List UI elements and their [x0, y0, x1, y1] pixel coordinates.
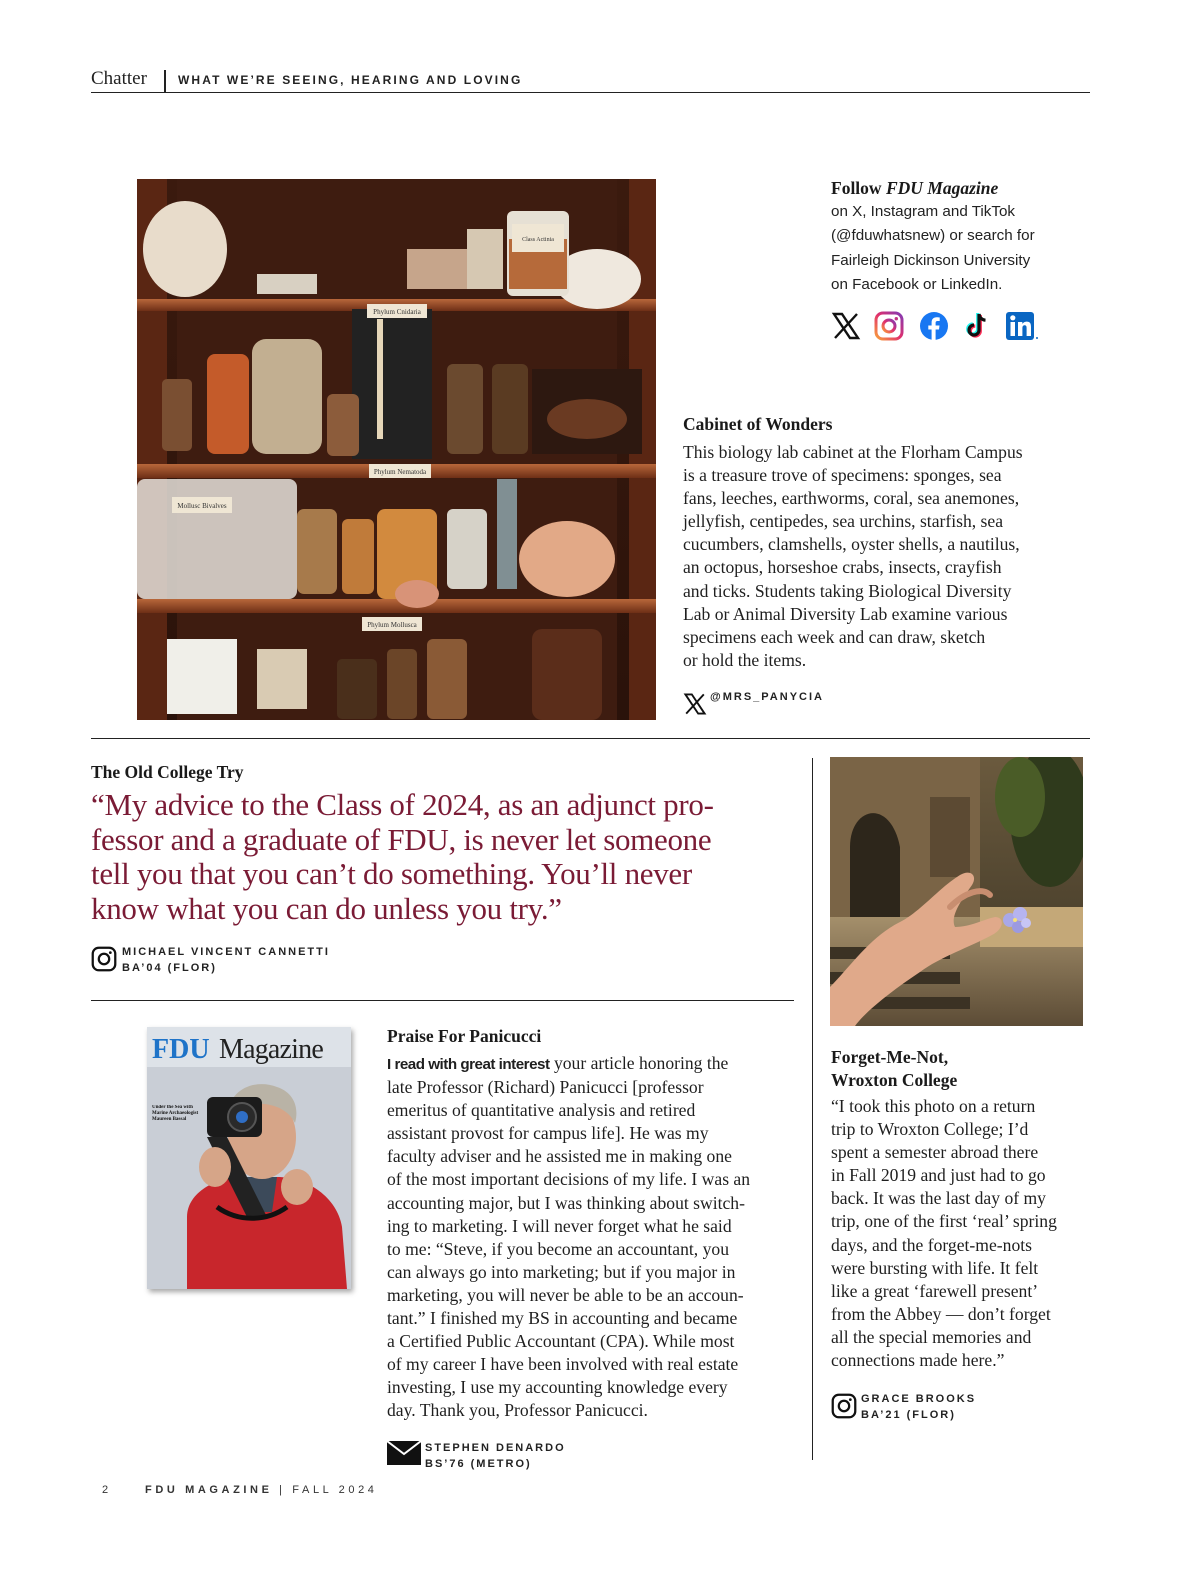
college-try-title: The Old College Try: [91, 762, 244, 782]
instagram-icon[interactable]: [874, 311, 904, 341]
wroxton-line: “I took this photo on a return: [831, 1096, 1036, 1116]
footer-publication: [145, 1484, 378, 1496]
label-cnidaria: Phylum Cnidaria: [373, 308, 421, 316]
page-number: 2: [102, 1484, 110, 1496]
wroxton-title: [831, 1046, 957, 1092]
magazine-cover: [147, 1027, 351, 1289]
column-rule: [812, 758, 813, 1460]
wroxton-line: trip to Wroxton College; I’d: [831, 1119, 1029, 1140]
credit-name: GRACE BROOKS: [861, 1393, 977, 1405]
credit-degree: BS’76 (METRO): [425, 1458, 532, 1470]
panicucci-line: can always go into marketing; but if you major in: [387, 1261, 736, 1282]
section-rule: [91, 738, 1090, 739]
panicucci-title: Praise For Panicucci: [387, 1026, 542, 1046]
wroxton-line: from the Abbey — don’t forget: [831, 1303, 1051, 1324]
panicucci-lead: I read with great interest: [387, 1056, 550, 1073]
panicucci-line: marketing, you will never be able to be an accoun-: [387, 1284, 744, 1305]
panicucci-line: of the most important decisions of my life. I was an: [387, 1169, 751, 1190]
wroxton-title-line: Forget-Me-Not,: [831, 1047, 949, 1067]
instagram-icon: [831, 1393, 857, 1419]
panicucci-line: faculty adviser and he assisted me in making one: [387, 1146, 732, 1167]
follow-line: Fairleigh Dickinson University: [831, 251, 1031, 269]
follow-line: (@fduwhatsnew) or search for: [831, 227, 1035, 245]
panicucci-line: day. Thank you, Professor Panicucci.: [387, 1400, 648, 1421]
follow-title: [831, 178, 998, 199]
wroxton-line: were bursting with life. It felt: [831, 1257, 1039, 1278]
panicucci-line: to me: “Steve, if you become an accountant, you: [387, 1238, 729, 1259]
cabinet-line: Lab or Animal Diversity Lab examine various: [683, 603, 1008, 624]
cabinet-line: cucumbers, clamshells, oyster shells, a nautilus,: [683, 534, 1020, 555]
header-divider: [164, 70, 166, 92]
panicucci-body: [387, 1052, 795, 1423]
footer-issue: | FALL 2024: [272, 1484, 378, 1496]
label-nematoda: Phylum Nematoda: [373, 468, 427, 476]
cabinet-credit: @MRS_PANYCIA: [710, 691, 824, 703]
quote-line: tell you that you can’t do something. You’ll never: [91, 856, 692, 891]
quote-line: “My advice to the Class of 2024, as an adjunct pro-: [91, 787, 714, 822]
x-icon: [683, 692, 707, 716]
wroxton-body: [831, 1095, 1091, 1372]
panicucci-lead-rest: your article honoring the: [549, 1053, 729, 1073]
wroxton-line: like a great ‘farewell present’: [831, 1280, 1039, 1301]
panicucci-line: of my career I have been involved with real estate: [387, 1354, 739, 1375]
cabinet-line: or hold the items.: [683, 649, 807, 670]
cabinet-line: an octopus, horseshoe crabs, insects, crayfish: [683, 557, 1002, 578]
panicucci-credit: [425, 1440, 566, 1472]
pull-quote: [91, 788, 791, 926]
panicucci-line: assistant provost for campus life]. He was my: [387, 1123, 709, 1144]
credit-degree: BA’21 (FLOR): [861, 1409, 956, 1421]
cabinet-title: Cabinet of Wonders: [683, 414, 833, 434]
follow-title-magazine: FDU Magazine: [885, 178, 999, 198]
panicucci-line: investing, I use my accounting knowledge every: [387, 1377, 728, 1398]
footer-magazine: FDU MAGAZINE: [145, 1484, 273, 1496]
cabinet-line: jellyfish, centipedes, sea urchins, starfish, sea: [683, 511, 1004, 532]
section-label: Chatter: [91, 68, 147, 89]
facebook-icon[interactable]: [919, 311, 949, 341]
cabinet-line: and ticks. Students taking Biological Diversity: [683, 580, 1012, 601]
section-rule: [91, 1000, 794, 1001]
x-icon[interactable]: [831, 311, 861, 341]
panicucci-line: accounting major, but I was thinking about switch-: [387, 1192, 745, 1213]
section-kicker: WHAT WE’RE SEEING, HEARING AND LOVING: [178, 73, 523, 87]
quote-line: fessor and a graduate of FDU, is never let someone: [91, 821, 712, 857]
panicucci-line: a Certified Public Accountant (CPA). While most: [387, 1331, 735, 1352]
panicucci-line: late Professor (Richard) Panicucci [professor: [387, 1077, 704, 1098]
panicucci-line: ing to marketing. I will never forget what he said: [387, 1215, 732, 1236]
cabinet-body: [683, 441, 1083, 672]
wroxton-line: days, and the forget-me-nots: [831, 1234, 1032, 1255]
linkedin-icon[interactable]: [1005, 311, 1035, 341]
wroxton-photo: [830, 757, 1083, 1026]
credit-degree: BA’04 (FLOR): [122, 962, 217, 974]
cover-brand-suffix: Magazine: [219, 1034, 323, 1065]
cabinet-photo: [137, 179, 656, 720]
credit-name: STEPHEN DENARDO: [425, 1442, 566, 1454]
wroxton-line: in Fall 2019 and just had to go: [831, 1165, 1046, 1186]
panicucci-line: tant.” I finished my BS in accounting and became: [387, 1308, 738, 1329]
header-rule: [91, 92, 1090, 93]
email-icon: [387, 1440, 421, 1466]
wroxton-line: all the special memories and: [831, 1326, 1032, 1347]
instagram-icon: [91, 946, 117, 972]
panicucci-line: emeritus of quantitative analysis and retired: [387, 1100, 696, 1121]
cabinet-line: specimens each week and can draw, sketch: [683, 626, 986, 647]
cabinet-line: fans, leeches, earthworms, coral, sea anemones,: [683, 488, 1020, 509]
panicucci-line: [387, 1052, 795, 1076]
wroxton-line: trip, one of the first ‘real’ spring: [831, 1211, 1057, 1232]
tiktok-icon[interactable]: [962, 311, 992, 341]
college-try-credit: [122, 944, 330, 976]
cover-brand: FDU: [152, 1034, 210, 1065]
credit-name: MICHAEL VINCENT CANNETTI: [122, 946, 330, 958]
follow-title-prefix: Follow: [831, 178, 886, 198]
label-mollusca: Phylum Mollusca: [367, 621, 417, 629]
quote-line: know what you can do unless you try.”: [91, 890, 562, 926]
wroxton-line: back. It was the last day of my: [831, 1188, 1046, 1209]
wroxton-title-line: Wroxton College: [831, 1070, 958, 1090]
wroxton-line: spent a semester abroad there: [831, 1142, 1039, 1163]
wroxton-credit: [861, 1391, 976, 1423]
wroxton-line: connections made here.”: [831, 1350, 1005, 1371]
cabinet-line: is a treasure trove of specimens: sponges, sea: [683, 465, 1002, 486]
cabinet-line: This biology lab cabinet at the Florham Campus: [683, 442, 1023, 462]
cover-line: Under the Sea with Marine Archaeologist Maureen Bassal: [152, 1105, 199, 1122]
label-mollusc: Mollusc Bivalves: [177, 502, 227, 510]
follow-text: [831, 200, 1071, 298]
label-actinia: Class Actinia: [522, 237, 554, 243]
follow-line: on X, Instagram and TikTok: [831, 203, 1016, 220]
follow-line: on Facebook or LinkedIn.: [831, 276, 1003, 294]
